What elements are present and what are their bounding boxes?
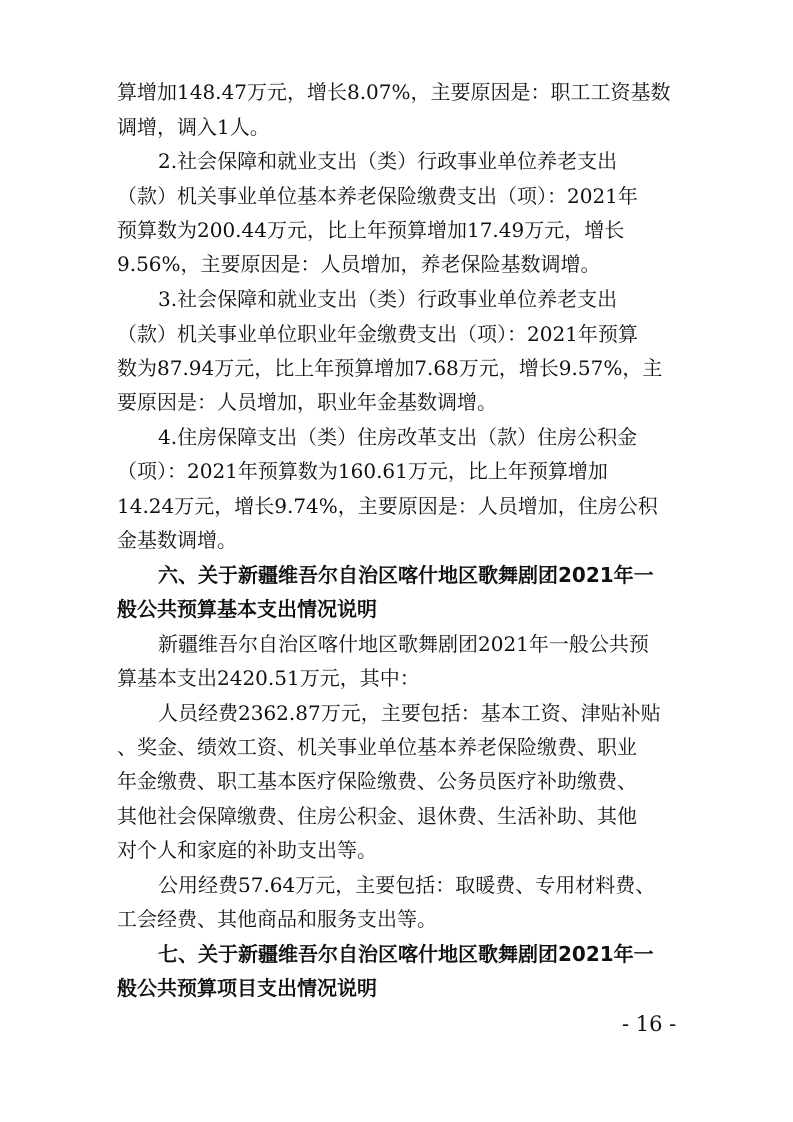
body-text-line: 其他社会保障缴费、住房公积金、退休费、生活补助、其他: [117, 804, 637, 828]
body-text-line: 工会经费、其他商品和服务支出等。: [117, 907, 437, 931]
body-text-line: 2.社会保障和就业支出（类）行政事业单位养老支出: [158, 149, 618, 173]
section-heading-6-cont: 般公共预算基本支出情况说明: [117, 597, 377, 621]
page-number: - 16 -: [622, 1012, 677, 1036]
body-text-line: （款）机关事业单位职业年金缴费支出（项）：2021年预算: [117, 322, 638, 346]
section-heading-7-cont: 般公共预算项目支出情况说明: [117, 976, 377, 1000]
body-text-line: 14.24万元，增长9.74%，主要原因是：人员增加，住房公积: [117, 494, 658, 518]
body-text-line: 4.住房保障支出（类）住房改革支出（款）住房公积金: [158, 425, 638, 449]
body-text-line: 要原因是：人员增加，职业年金基数调增。: [117, 390, 497, 414]
body-text-line: （款）机关事业单位基本养老保险缴费支出（项）：2021年: [117, 184, 638, 208]
body-text-line: 人员经费2362.87万元，主要包括：基本工资、津贴补贴: [158, 701, 661, 725]
body-text-line: 3.社会保障和就业支出（类）行政事业单位养老支出: [158, 287, 618, 311]
section-heading-7: 七、关于新疆维吾尔自治区喀什地区歌舞剧团2021年一: [158, 942, 654, 966]
body-text-line: 数为87.94万元，比上年预算增加7.68万元，增长9.57%，主: [117, 356, 663, 380]
body-text-line: 9.56%，主要原因是：人员增加，养老保险基数调增。: [117, 252, 601, 276]
section-heading-6: 六、关于新疆维吾尔自治区喀什地区歌舞剧团2021年一: [158, 563, 654, 587]
body-text-line: 、奖金、绩效工资、机关事业单位基本养老保险缴费、职业: [117, 735, 637, 759]
body-text-line: 金基数调增。: [117, 528, 237, 552]
body-text-line: 新疆维吾尔自治区喀什地区歌舞剧团2021年一般公共预: [158, 632, 649, 656]
body-text-line: 公用经费57.64万元，主要包括：取暖费、专用材料费、: [158, 873, 656, 897]
body-text-line: 算基本支出2420.51万元，其中：: [117, 666, 420, 690]
body-text-line: 年金缴费、职工基本医疗保险缴费、公务员医疗补助缴费、: [117, 769, 637, 793]
body-text-line: 预算数为200.44万元，比上年预算增加17.49万元，增长: [117, 218, 625, 242]
body-text-line: （项）：2021年预算数为160.61万元，比上年预算增加: [117, 459, 608, 483]
body-text-line: 算增加148.47万元，增长8.07%，主要原因是：职工工资基数: [117, 80, 671, 104]
body-text-line: 调增，调入1人。: [117, 115, 270, 139]
body-text-line: 对个人和家庭的补助支出等。: [117, 838, 377, 862]
